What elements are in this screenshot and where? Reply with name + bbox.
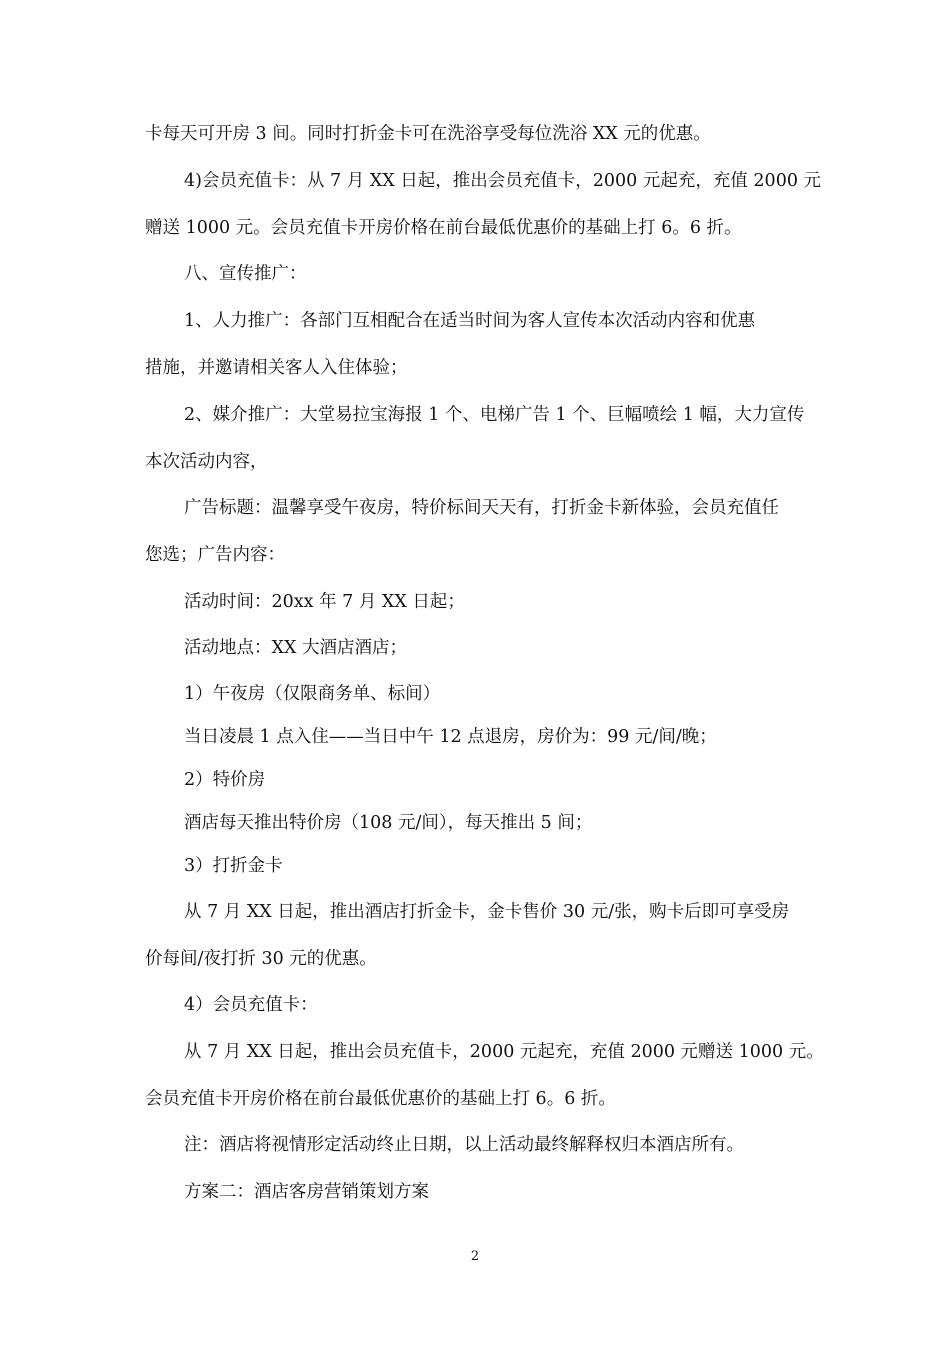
list-item-heading: 3）打折金卡 <box>184 856 283 876</box>
paragraph-line: 价每间/夜打折 30 元的优惠。 <box>145 949 377 969</box>
paragraph-line: 1、人力推广：各部门互相配合在适当时间为客人宣传本次活动内容和优惠 <box>184 311 756 331</box>
paragraph-line: 措施，并邀请相关客人入住体验； <box>145 358 408 378</box>
paragraph-line: 活动地点：XX 大酒店酒店； <box>184 638 407 658</box>
paragraph-line: 赠送 1000 元。会员充值卡开房价格在前台最低优惠价的基础上打 6。6 折。 <box>145 218 742 238</box>
paragraph-line: 卡每天可开房 3 间。同时打折金卡可在洗浴享受每位洗浴 XX 元的优惠。 <box>145 124 711 144</box>
page-number: 2 <box>470 1249 480 1264</box>
list-item-heading: 1）午夜房（仅限商务单、标间） <box>184 684 441 704</box>
section-heading: 方案二：酒店客房营销策划方案 <box>184 1182 429 1202</box>
paragraph-line: 会员充值卡开房价格在前台最低优惠价的基础上打 6。6 折。 <box>145 1089 616 1109</box>
section-heading: 八、宣传推广： <box>184 264 307 284</box>
paragraph-line: 4)会员充值卡：从 7 月 XX 日起，推出会员充值卡，2000 元起充，充值 2000 元 <box>184 171 822 191</box>
paragraph-line: 2、媒介推广：大堂易拉宝海报 1 个、电梯广告 1 个、巨幅喷绘 1 幅，大力宣传 <box>184 405 805 425</box>
paragraph-line: 从 7 月 XX 日起，推出酒店打折金卡，金卡售价 30 元/张，购卡后即可享受房 <box>184 902 790 922</box>
paragraph-line: 酒店每天推出特价房（108 元/间），每天推出 5 间； <box>184 813 593 833</box>
paragraph-line: 活动时间：20xx 年 7 月 XX 日起； <box>184 592 465 612</box>
paragraph-line: 当日凌晨 1 点入住——当日中午 12 点退房，房价为：99 元/间/晚； <box>184 727 717 747</box>
list-item-heading: 2）特价房 <box>184 770 266 790</box>
paragraph-line: 广告标题：温馨享受午夜房，特价标间天天有，打折金卡新体验，会员充值任 <box>184 498 779 518</box>
note-line: 注：酒店将视情形定活动终止日期，以上活动最终解释权归本酒店所有。 <box>184 1135 744 1155</box>
paragraph-line: 从 7 月 XX 日起，推出会员充值卡，2000 元起充，充值 2000 元赠送 1000 元。 <box>184 1042 824 1062</box>
paragraph-line: 本次活动内容， <box>145 452 268 472</box>
list-item-heading: 4）会员充值卡： <box>184 995 318 1015</box>
paragraph-line: 您选；广告内容： <box>145 545 285 565</box>
